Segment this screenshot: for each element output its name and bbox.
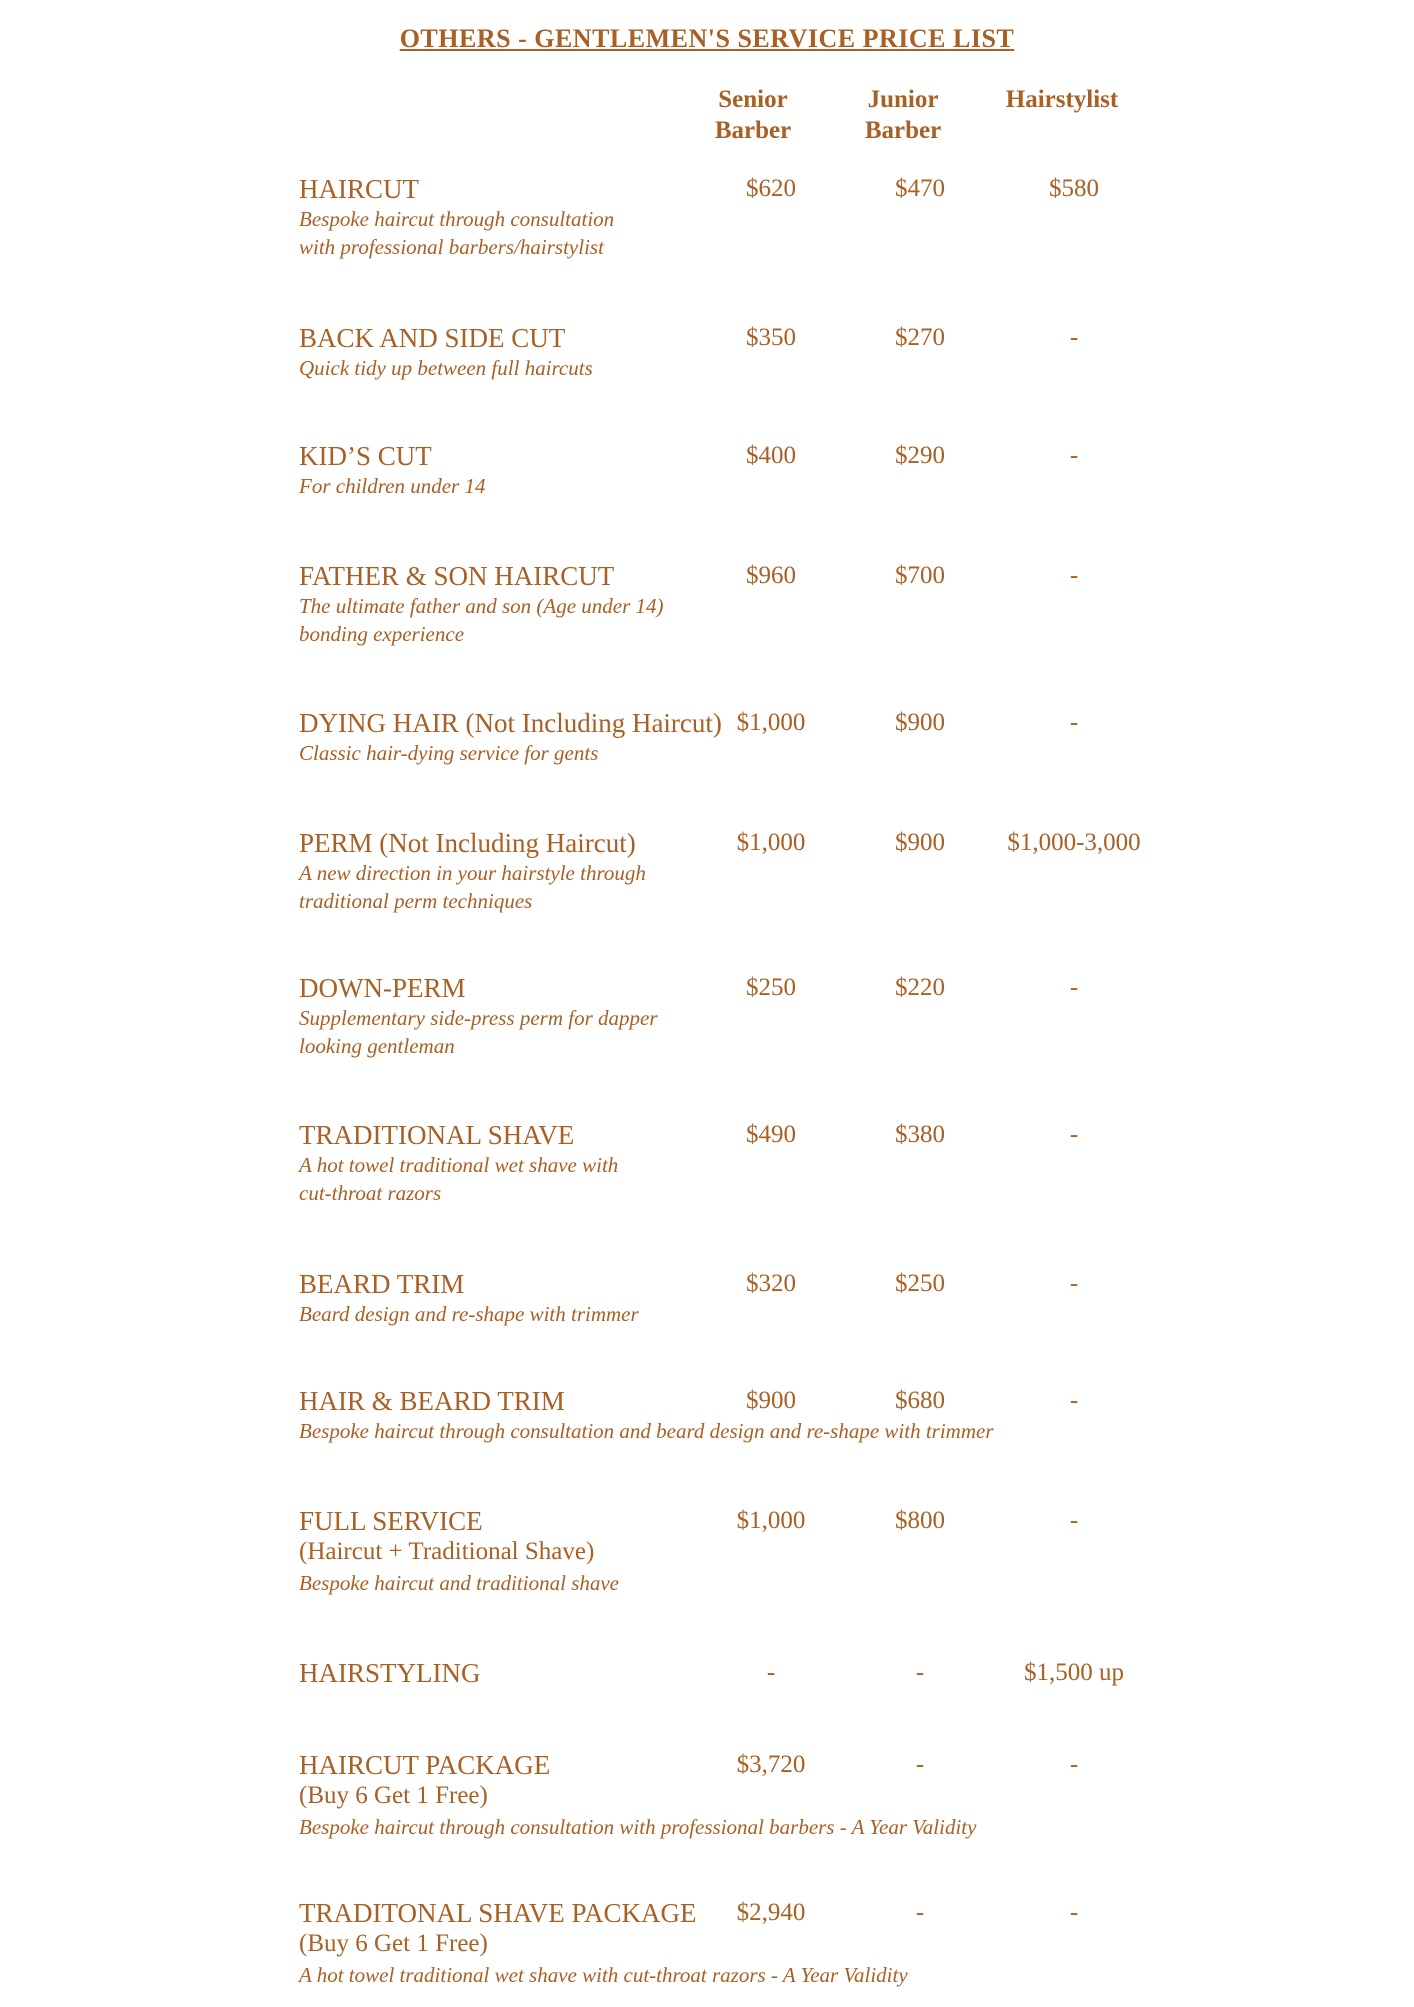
service-row	[299, 1897, 1414, 2007]
column-header-line: Barber	[714, 117, 792, 144]
price-senior-barber: $490	[746, 1121, 796, 1148]
column-header-line: Hairstylist	[1005, 86, 1119, 113]
service-description: Bespoke haircut through consultation with professional barbers - A Year Validity	[299, 1815, 977, 1839]
column-header-hairstylist	[977, 84, 1147, 115]
service-row	[299, 560, 1414, 670]
service-name: DOWN-PERM	[299, 973, 466, 1003]
service-description: Bespoke haircut and traditional shave	[299, 1571, 620, 1595]
service-subtitle: (Buy 6 Get 1 Free)	[299, 1782, 488, 1809]
price-hairstylist: -	[1069, 442, 1079, 469]
price-junior-barber: $900	[895, 829, 945, 856]
service-row	[299, 173, 1414, 283]
service-name: HAIR & BEARD TRIM	[299, 1386, 565, 1416]
service-row	[299, 1385, 1414, 1495]
price-senior-barber: $400	[746, 442, 796, 469]
price-junior-barber: -	[915, 1899, 925, 1926]
price-senior-barber: $620	[746, 175, 796, 202]
service-description: For children under 14	[299, 474, 486, 498]
service-name: KID’S CUT	[299, 441, 432, 471]
price-hairstylist: -	[1069, 709, 1079, 736]
service-name: TRADITONAL SHAVE PACKAGE	[299, 1898, 697, 1928]
price-hairstylist: $1,500 up	[1024, 1659, 1124, 1686]
service-subtitle: (Buy 6 Get 1 Free)	[299, 1930, 488, 1957]
service-description: Quick tidy up between full haircuts	[299, 356, 593, 380]
price-junior-barber: -	[915, 1659, 925, 1686]
service-description: Supplementary side-press perm for dapper	[299, 1006, 658, 1030]
service-description: traditional perm techniques	[299, 889, 533, 913]
price-junior-barber: $270	[895, 324, 945, 351]
price-hairstylist: -	[1069, 324, 1079, 351]
price-junior-barber: $250	[895, 1270, 945, 1297]
service-description: Bespoke haircut through consultation and beard design and re-shape with trimmer	[299, 1419, 994, 1443]
service-row	[299, 707, 1414, 817]
service-description: cut-throat razors	[299, 1181, 442, 1205]
price-senior-barber: $900	[746, 1387, 796, 1414]
service-name: FATHER & SON HAIRCUT	[299, 561, 615, 591]
price-junior-barber: $800	[895, 1507, 945, 1534]
price-hairstylist: -	[1069, 1270, 1079, 1297]
service-row	[299, 1268, 1414, 1378]
price-hairstylist: $580	[1049, 175, 1099, 202]
price-hairstylist: $1,000-3,000	[1007, 829, 1141, 856]
service-description: looking gentleman	[299, 1034, 455, 1058]
price-senior-barber: -	[766, 1659, 776, 1686]
service-row	[299, 1119, 1414, 1229]
price-senior-barber: $250	[746, 974, 796, 1001]
price-hairstylist: -	[1069, 562, 1079, 589]
column-header-junior-barber	[828, 84, 978, 146]
price-hairstylist: -	[1069, 974, 1079, 1001]
service-description: A hot towel traditional wet shave with cut-throat razors - A Year Validity	[299, 1963, 908, 1987]
service-name: HAIRSTYLING	[299, 1658, 481, 1688]
price-junior-barber: $680	[895, 1387, 945, 1414]
service-description: Bespoke haircut through consultation	[299, 207, 615, 231]
price-junior-barber: -	[915, 1751, 925, 1778]
price-senior-barber: $3,720	[736, 1751, 806, 1778]
price-hairstylist: -	[1069, 1387, 1079, 1414]
price-senior-barber: $350	[746, 324, 796, 351]
price-hairstylist: -	[1069, 1507, 1079, 1534]
column-header-line: Barber	[864, 117, 942, 144]
page-title: OTHERS - GENTLEMEN'S SERVICE PRICE LIST	[399, 24, 1015, 53]
price-senior-barber: $1,000	[736, 829, 806, 856]
column-header-line: Junior	[867, 86, 939, 113]
price-hairstylist: -	[1069, 1121, 1079, 1148]
service-row	[299, 322, 1414, 432]
service-subtitle: (Haircut + Traditional Shave)	[299, 1538, 595, 1565]
service-description: Classic hair-dying service for gents	[299, 741, 599, 765]
service-row	[299, 440, 1414, 550]
price-senior-barber: $960	[746, 562, 796, 589]
service-row	[299, 827, 1414, 937]
service-row	[299, 1749, 1414, 1859]
service-row	[299, 972, 1414, 1082]
service-description: Beard design and re-shape with trimmer	[299, 1302, 639, 1326]
service-row	[299, 1505, 1414, 1615]
price-junior-barber: $290	[895, 442, 945, 469]
column-header-senior-barber	[678, 84, 828, 146]
service-name: BACK AND SIDE CUT	[299, 323, 566, 353]
price-senior-barber: $1,000	[736, 1507, 806, 1534]
service-name: BEARD TRIM	[299, 1269, 465, 1299]
service-description: A new direction in your hairstyle through	[299, 861, 646, 885]
service-name: PERM (Not Including Haircut)	[299, 828, 636, 858]
price-hairstylist: -	[1069, 1751, 1079, 1778]
service-name: TRADITIONAL SHAVE	[299, 1120, 575, 1150]
column-header-line: Senior	[718, 86, 788, 113]
service-name: FULL SERVICE	[299, 1506, 483, 1536]
price-senior-barber: $1,000	[736, 709, 806, 736]
service-description: bonding experience	[299, 622, 465, 646]
price-junior-barber: $470	[895, 175, 945, 202]
price-junior-barber: $700	[895, 562, 945, 589]
service-description: The ultimate father and son (Age under 14)	[299, 594, 664, 618]
price-hairstylist: -	[1069, 1899, 1079, 1926]
service-description: with professional barbers/hairstylist	[299, 235, 604, 259]
price-senior-barber: $2,940	[736, 1899, 806, 1926]
service-name: DYING HAIR (Not Including Haircut)	[299, 708, 722, 738]
service-name: HAIRCUT PACKAGE	[299, 1750, 551, 1780]
service-name: HAIRCUT	[299, 174, 419, 204]
service-description: A hot towel traditional wet shave with	[299, 1153, 619, 1177]
price-senior-barber: $320	[746, 1270, 796, 1297]
price-junior-barber: $220	[895, 974, 945, 1001]
price-junior-barber: $900	[895, 709, 945, 736]
price-junior-barber: $380	[895, 1121, 945, 1148]
